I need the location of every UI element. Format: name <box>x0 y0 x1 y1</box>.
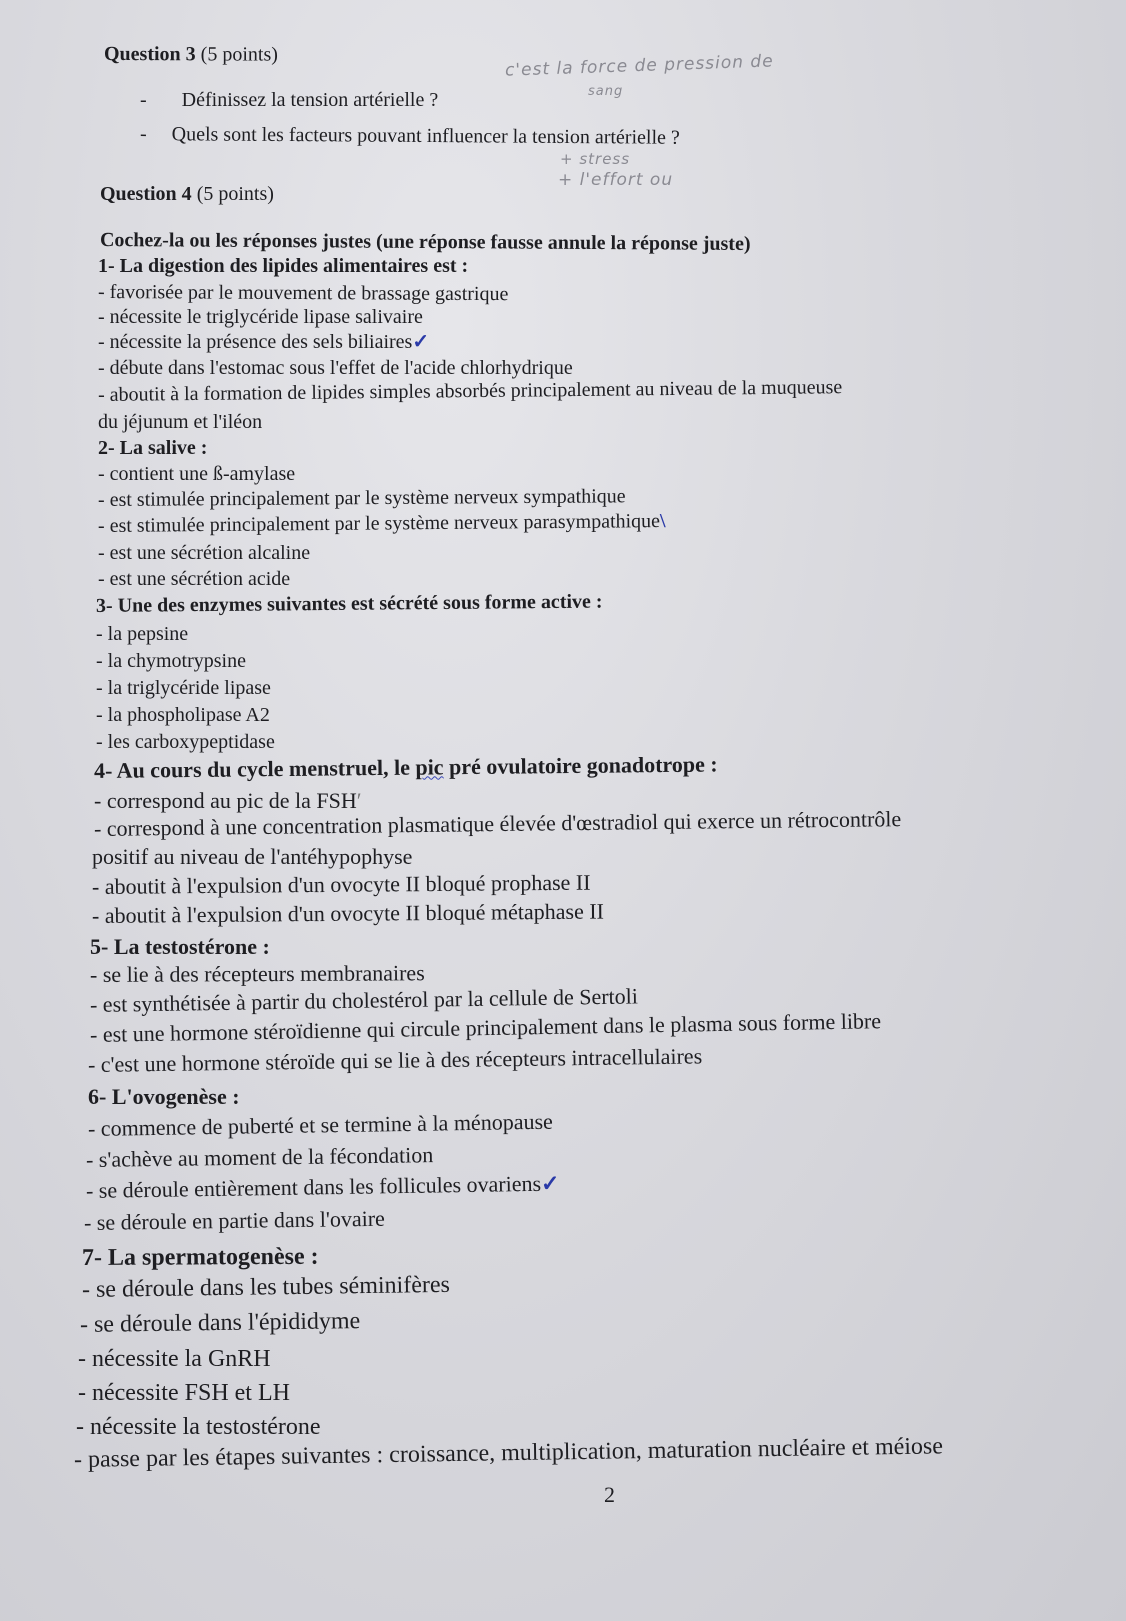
s6-option-3[interactable]: - se déroule entièrement dans les follicules ovariens✓ <box>85 1170 560 1203</box>
s6-option-4[interactable]: - se déroule en partie dans l'ovaire <box>83 1205 385 1235</box>
s3-option-3[interactable]: - la triglycéride lipase <box>96 677 271 699</box>
s1-option-3[interactable]: - nécessite la présence des sels biliaires✓ <box>98 331 430 353</box>
s2-option-1[interactable]: - contient une ß-amylase <box>98 463 296 485</box>
s4-option-3[interactable]: - aboutit à l'expulsion d'un ovocyte II bloqué prophase II <box>91 869 591 899</box>
page-number: 2 <box>604 1482 615 1507</box>
q4-title: Question 4 <box>100 183 192 205</box>
q3-title: Question 3 <box>103 43 196 66</box>
s1-heading: 1- La digestion des lipides alimentaires est : <box>98 255 469 277</box>
s2-option-3[interactable]: - est stimulée principalement par le système nerveux parasympathique\ <box>97 510 666 537</box>
s7-option-2[interactable]: - se déroule dans l'épididyme <box>79 1308 361 1338</box>
tick-mark-icon: ′ <box>356 788 362 813</box>
s2-option-5[interactable]: - est une sécrétion acide <box>98 568 291 590</box>
q4-points: (5 points) <box>196 183 274 205</box>
s7-option-4[interactable]: - nécessite FSH et LH <box>78 1380 290 1406</box>
handwritten-note-stress: + stress <box>560 150 631 168</box>
s1-option-1[interactable]: - favorisée par le mouvement de brassage gastrique <box>97 281 509 306</box>
s4-heading: 4- Au cours du cycle menstruel, le pic pré ovulatoire gonadotrope : <box>93 751 718 783</box>
s2-heading: 2- La salive : <box>98 437 208 459</box>
q4-heading <box>100 182 274 206</box>
s5-heading: 5- La testostérone : <box>90 934 270 959</box>
s5-option-4[interactable]: - c'est une hormone stéroïde qui se lie à des récepteurs intracellulaires <box>87 1043 703 1077</box>
handwritten-note-definition: c'est la force de pression de <box>504 51 774 81</box>
s6-option-2[interactable]: - s'achève au moment de la fécondation <box>85 1142 434 1172</box>
s2-option-2[interactable]: - est stimulée principalement par le système nerveux sympathique <box>97 485 626 511</box>
s4-option-2[interactable]: - correspond à une concentration plasmatique élevée d'œstradiol qui exerce un rétrocontrôle <box>93 806 902 841</box>
s4-option-2-cont: positif au niveau de l'antéhypophyse <box>92 844 413 869</box>
q3-item-1: - Définissez la tension artérielle ? <box>140 89 439 111</box>
check-mark-icon: ✓ <box>412 331 430 353</box>
handwritten-note-effort: + l'effort ou <box>558 170 674 190</box>
s7-option-5[interactable]: - nécessite la testostérone <box>76 1414 321 1440</box>
q3-points: (5 points) <box>200 43 278 66</box>
s6-option-1[interactable]: - commence de puberté et se termine à la ménopause <box>87 1108 553 1141</box>
s7-option-6[interactable]: - passe par les étapes suivantes : croissance, multiplication, maturation nucléaire et méiose <box>73 1433 944 1473</box>
s3-option-1[interactable]: - la pepsine <box>96 623 189 645</box>
q3-heading <box>104 42 278 67</box>
s1-option-2[interactable]: - nécessite le triglycéride lipase salivaire <box>98 306 423 328</box>
s1-option-5-cont: du jéjunum et l'iléon <box>98 411 263 433</box>
check-mark-icon: ✓ <box>540 1170 560 1196</box>
s3-heading: 3- Une des enzymes suivantes est sécrété sous forme active : <box>95 590 603 617</box>
s2-option-4[interactable]: - est une sécrétion alcaline <box>98 542 311 564</box>
s7-option-1[interactable]: - se déroule dans les tubes séminifères <box>81 1271 451 1303</box>
s3-option-2[interactable]: - la chymotrypsine <box>96 650 246 672</box>
slash-mark-icon: \ <box>659 510 666 533</box>
s5-option-2[interactable]: - est synthétisée à partir du cholestérol par la cellule de Sertoli <box>89 983 639 1017</box>
s1-option-4[interactable]: - débute dans l'estomac sous l'effet de l'acide chlorhydrique <box>98 357 573 379</box>
s3-option-5[interactable]: - les carboxypeptidase <box>96 731 275 753</box>
s3-option-4[interactable]: - la phospholipase A2 <box>96 704 270 726</box>
s4-option-4[interactable]: - aboutit à l'expulsion d'un ovocyte II bloqué métaphase II <box>91 898 605 928</box>
handwritten-note-sang: sang <box>588 84 624 99</box>
s1-option-5[interactable]: - aboutit à la formation de lipides simples absorbés principalement au niveau de la muqueuse <box>97 376 843 406</box>
s7-option-3[interactable]: - nécessite la GnRH <box>78 1346 271 1372</box>
s6-heading: 6- L'ovogenèse : <box>88 1084 240 1109</box>
s5-option-3[interactable]: - est une hormone stéroïdienne qui circule principalement dans le plasma sous forme libre <box>89 1008 882 1047</box>
s4-option-1[interactable]: - correspond au pic de la FSH′ <box>94 788 362 813</box>
q3-item-2: - Quels sont les facteurs pouvant influencer la tension artérielle ? <box>139 123 680 149</box>
s5-option-1[interactable]: - se lie à des récepteurs membranaires <box>89 960 425 987</box>
q4-instruction: Cochez-la ou les réponses justes (une réponse fausse annule la réponse juste) <box>99 229 751 255</box>
s7-heading: 7- La spermatogenèse : <box>81 1243 319 1271</box>
